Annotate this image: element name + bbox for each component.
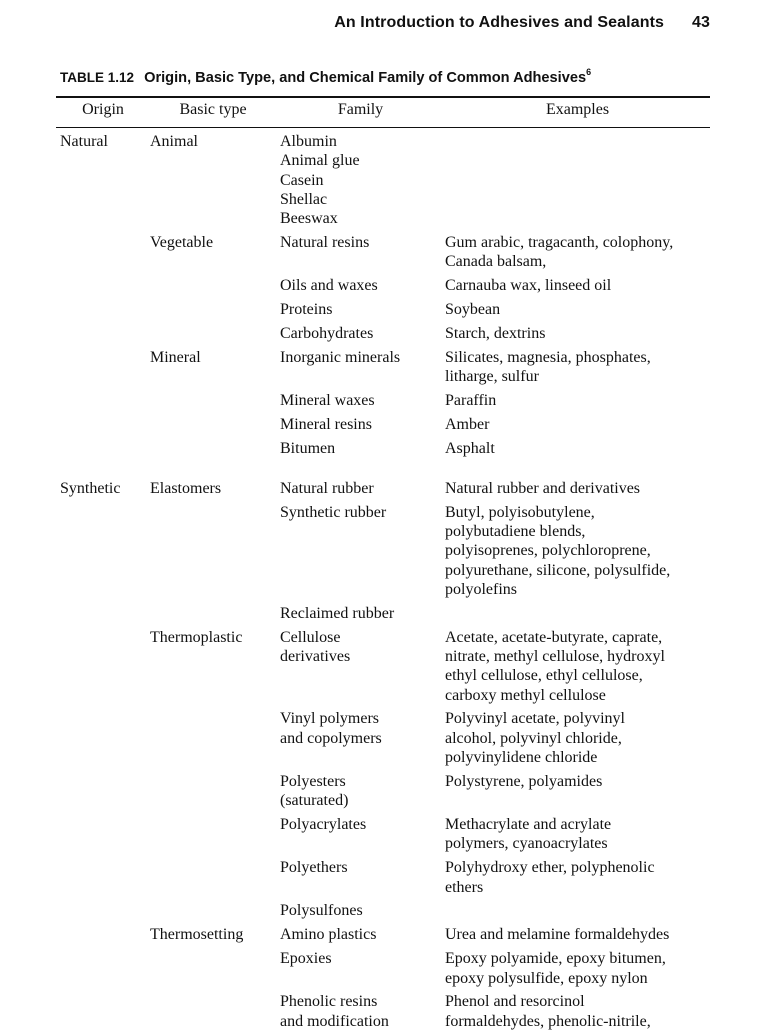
- adhesives-table: [56, 132, 710, 1036]
- header-origin: Origin: [82, 101, 124, 118]
- family-cell: Reclaimed rubber: [280, 604, 395, 622]
- basic-type-cell: Thermoplastic: [150, 628, 243, 646]
- origin-cell: [56, 348, 146, 391]
- basic-type-cell: [146, 604, 276, 628]
- origin-cell: [56, 628, 146, 710]
- basic-type-cell: [146, 415, 276, 439]
- table-row: [56, 815, 710, 858]
- origin-cell: [56, 925, 146, 949]
- origin-cell: [56, 901, 146, 925]
- header-examples: Examples: [545, 101, 610, 118]
- basic-type-cell: Mineral: [150, 348, 201, 366]
- family-cell: Albumin Animal glue Casein Shellac Beeswax: [280, 133, 360, 228]
- table-row: [56, 391, 710, 415]
- family-cell: Cellulose derivatives: [280, 628, 351, 665]
- table-row: [56, 992, 710, 1035]
- table-body: [56, 132, 710, 1036]
- table-label: TABLE 1.12: [60, 69, 135, 85]
- header-family: Family: [337, 101, 384, 118]
- table-row: [56, 901, 710, 925]
- family-cell: Bitumen: [280, 439, 336, 457]
- table-row: [56, 300, 710, 324]
- origin-cell: [56, 709, 146, 771]
- examples-cell: Urea and melamine formaldehydes: [445, 926, 670, 944]
- origin-cell: Synthetic: [60, 479, 121, 497]
- origin-cell: [56, 439, 146, 463]
- examples-cell: Starch, dextrins: [445, 325, 546, 343]
- basic-type-cell: [146, 324, 276, 348]
- running-head-title: An Introduction to Adhesives and Sealants: [334, 14, 664, 31]
- basic-type-cell: [146, 709, 276, 771]
- table-row: [56, 276, 710, 300]
- table-header-rule: [56, 127, 710, 128]
- basic-type-cell: [146, 772, 276, 815]
- examples-cell: [441, 901, 710, 925]
- basic-type-cell: [146, 992, 276, 1035]
- table-row: [56, 858, 710, 901]
- examples-cell: Butyl, polyisobutylene, polybutadiene blends, polyisoprenes, polychloroprene, polyurethane, silicone, polysulfide, polyolefins: [445, 503, 671, 598]
- origin-cell: [56, 233, 146, 276]
- origin-cell: [56, 391, 146, 415]
- origin-cell: [56, 503, 146, 604]
- header-row: [56, 100, 710, 119]
- basic-type-cell: [146, 858, 276, 901]
- basic-type-cell: [146, 901, 276, 925]
- family-cell: Mineral waxes: [280, 392, 375, 410]
- examples-cell: Amber: [445, 416, 490, 434]
- family-cell: Phenolic resins and modification: [280, 993, 389, 1030]
- table-row: [56, 132, 710, 233]
- origin-cell: [56, 858, 146, 901]
- examples-cell: [441, 132, 710, 233]
- family-cell: Vinyl polymers and copolymers: [280, 710, 382, 747]
- origin-cell: Natural: [60, 133, 108, 150]
- family-cell: Natural resins: [280, 234, 370, 252]
- examples-cell: Polyvinyl acetate, polyvinyl alcohol, polyvinyl chloride, polyvinylidene chloride: [445, 710, 625, 767]
- table-row: [56, 949, 710, 992]
- basic-type-cell: [146, 300, 276, 324]
- table-caption: [60, 68, 720, 86]
- family-cell: Proteins: [280, 301, 333, 319]
- table-header: [56, 100, 710, 119]
- origin-cell: [56, 324, 146, 348]
- examples-cell: Polystyrene, polyamides: [445, 772, 603, 790]
- table-reference: 6: [586, 67, 592, 77]
- origin-cell: [56, 949, 146, 992]
- origin-cell: [56, 992, 146, 1035]
- examples-cell: Silicates, magnesia, phosphates, litharge, sulfur: [445, 348, 651, 386]
- table-row: [56, 604, 710, 628]
- examples-cell: Carnauba wax, linseed oil: [445, 277, 612, 295]
- family-cell: Epoxies: [280, 950, 332, 968]
- table-row: [56, 415, 710, 439]
- basic-type-cell: [146, 276, 276, 300]
- examples-cell: Phenol and resorcinol formaldehydes, phenolic-nitrile,: [445, 993, 651, 1030]
- table-row: [56, 463, 710, 503]
- origin-cell: [56, 415, 146, 439]
- origin-cell: [56, 276, 146, 300]
- family-cell: Amino plastics: [280, 926, 377, 944]
- header-basic-type: Basic type: [179, 101, 247, 118]
- origin-cell: [56, 300, 146, 324]
- examples-cell: Soybean: [445, 301, 501, 319]
- family-cell: Carbohydrates: [280, 325, 374, 343]
- examples-cell: Acetate, acetate-butyrate, caprate, nitrate, methyl cellulose, hydroxyl ethyl cellulose, ethyl cellulose, carboxy methyl cellulose: [445, 628, 665, 704]
- family-cell: Polyesters (saturated): [280, 772, 349, 810]
- table-row: [56, 324, 710, 348]
- examples-cell: Natural rubber and derivatives: [445, 479, 641, 497]
- family-cell: Natural rubber: [280, 479, 374, 497]
- origin-cell: [56, 815, 146, 858]
- origin-cell: [56, 772, 146, 815]
- table-row: [56, 709, 710, 771]
- basic-type-cell: [146, 815, 276, 858]
- examples-cell: Asphalt: [445, 439, 495, 457]
- basic-type-cell: [146, 503, 276, 604]
- examples-cell: Gum arabic, tragacanth, colophony, Canada balsam,: [445, 234, 674, 271]
- basic-type-cell: Animal: [150, 133, 198, 150]
- table-row: [56, 925, 710, 949]
- table-title: Origin, Basic Type, and Chemical Family of Common Adhesives: [144, 69, 587, 86]
- basic-type-cell: [146, 391, 276, 415]
- table-row: [56, 503, 710, 604]
- basic-type-cell: Thermosetting: [150, 926, 244, 944]
- table-row: [56, 628, 710, 710]
- examples-cell: Methacrylate and acrylate polymers, cyanoacrylates: [445, 816, 612, 853]
- family-cell: Synthetic rubber: [280, 503, 387, 521]
- table-row: [56, 439, 710, 463]
- basic-type-cell: Vegetable: [150, 234, 214, 252]
- table-top-rule: [56, 96, 710, 98]
- basic-type-cell: Elastomers: [150, 479, 222, 497]
- basic-type-cell: [146, 949, 276, 992]
- table-row: [56, 233, 710, 276]
- family-cell: Polysulfones: [280, 902, 363, 920]
- examples-cell: Epoxy polyamide, epoxy bitumen, epoxy polysulfide, epoxy nylon: [445, 950, 666, 987]
- examples-cell: [441, 604, 710, 628]
- family-cell: Polyacrylates: [280, 816, 367, 834]
- table-row: [56, 772, 710, 815]
- table-row: [56, 348, 710, 391]
- family-cell: Inorganic minerals: [280, 348, 401, 366]
- family-cell: Mineral resins: [280, 416, 372, 434]
- family-cell: Oils and waxes: [280, 277, 378, 295]
- family-cell: Polyethers: [280, 859, 348, 877]
- examples-cell: Paraffin: [445, 392, 497, 410]
- examples-cell: Polyhydroxy ether, polyphenolic ethers: [445, 859, 655, 896]
- origin-cell: [56, 604, 146, 628]
- page-number: 43: [692, 14, 710, 31]
- basic-type-cell: [146, 439, 276, 463]
- running-head: [0, 14, 710, 32]
